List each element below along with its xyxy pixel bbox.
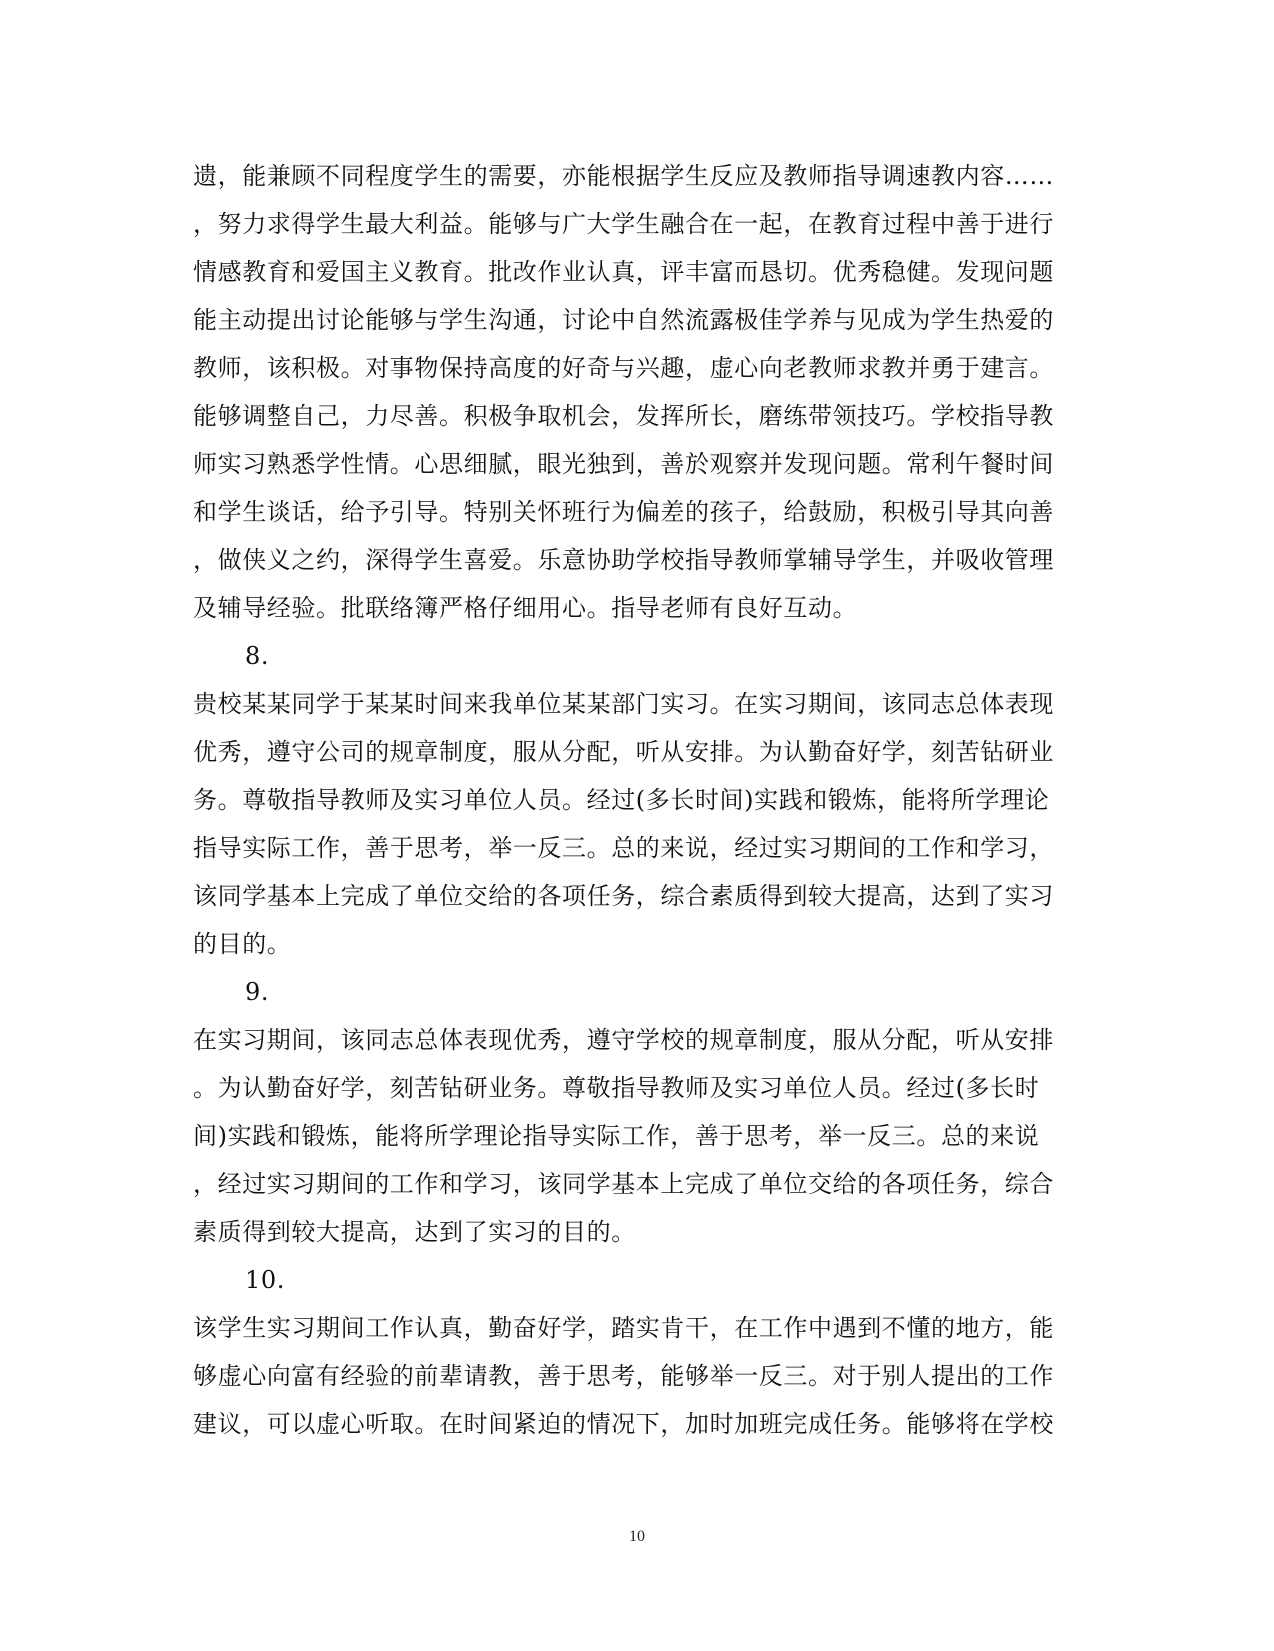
text-line: 和学生谈话，给予引导。特别关怀班行为偏差的孩子，给鼓励，积极引导其向善 [193,498,1054,526]
text-line: 建议，可以虚心听取。在时间紧迫的情况下，加时加班完成任务。能够将在学校 [193,1410,1054,1438]
text-line: 能够调整自己，力尽善。积极争取机会，发挥所长，磨练带领技巧。学校指导教 [193,402,1054,430]
text-line: 素质得到较大提高，达到了实习的目的。 [193,1218,636,1246]
text-line: 够虚心向富有经验的前辈请教，善于思考，能够举一反三。对于别人提出的工作 [193,1362,1054,1390]
section-number: 10. [245,1266,285,1294]
text-line: ，经过实习期间的工作和学习，该同学基本上完成了单位交给的各项任务，综合 [193,1170,1054,1198]
section-number: 8. [245,642,270,670]
body-text [193,152,1073,1448]
section-number: 9. [245,978,270,1006]
text-line: 在实习期间，该同志总体表现优秀，遵守学校的规章制度，服从分配，听从安排 [193,1026,1054,1054]
text-line: 指导实际工作，善于思考，举一反三。总的来说，经过实习期间的工作和学习， [193,834,1054,862]
text-line: 该同学基本上完成了单位交给的各项任务，综合素质得到较大提高，达到了实习 [193,882,1054,910]
text-line: 及辅导经验。批联络簿严格仔细用心。指导老师有良好互动。 [193,594,858,622]
text-line: 能主动提出讨论能够与学生沟通，讨论中自然流露极佳学养与见成为学生热爱的 [193,306,1054,334]
text-line: ，努力求得学生最大利益。能够与广大学生融合在一起，在教育过程中善于进行 [193,210,1054,238]
text-line: 教师，该积极。对事物保持高度的好奇与兴趣，虚心向老教师求教并勇于建言。 [193,354,1054,382]
text-line: 贵校某某同学于某某时间来我单位某某部门实习。在实习期间，该同志总体表现 [193,690,1054,718]
text-line: 情感教育和爱国主义教育。批改作业认真，评丰富而恳切。优秀稳健。发现问题 [193,258,1054,286]
text-line: 遗，能兼顾不同程度学生的需要，亦能根据学生反应及教师指导调速教内容…… [193,162,1054,190]
text-line: 务。尊敬指导教师及实习单位人员。经过(多长时间)实践和锻炼，能将所学理论 [193,786,1050,814]
text-line: 。为认勤奋好学，刻苦钻研业务。尊敬指导教师及实习单位人员。经过(多长时 [193,1074,1040,1102]
text-line: ，做侠义之约，深得学生喜爱。乐意协助学校指导教师掌辅导学生，并吸收管理 [193,546,1054,574]
text-line: 间)实践和锻炼，能将所学理论指导实际工作，善于思考，举一反三。总的来说 [193,1122,1040,1150]
text-line: 该学生实习期间工作认真，勤奋好学，踏实肯干，在工作中遇到不懂的地方，能 [193,1314,1054,1342]
page-number: 10 [629,1528,645,1545]
text-line: 师实习熟悉学性情。心思细腻，眼光独到，善於观察并发现问题。常利午餐时间 [193,450,1054,478]
text-line: 的目的。 [193,930,292,958]
text-line: 优秀，遵守公司的规章制度，服从分配，听从安排。为认勤奋好学，刻苦钻研业 [193,738,1054,766]
